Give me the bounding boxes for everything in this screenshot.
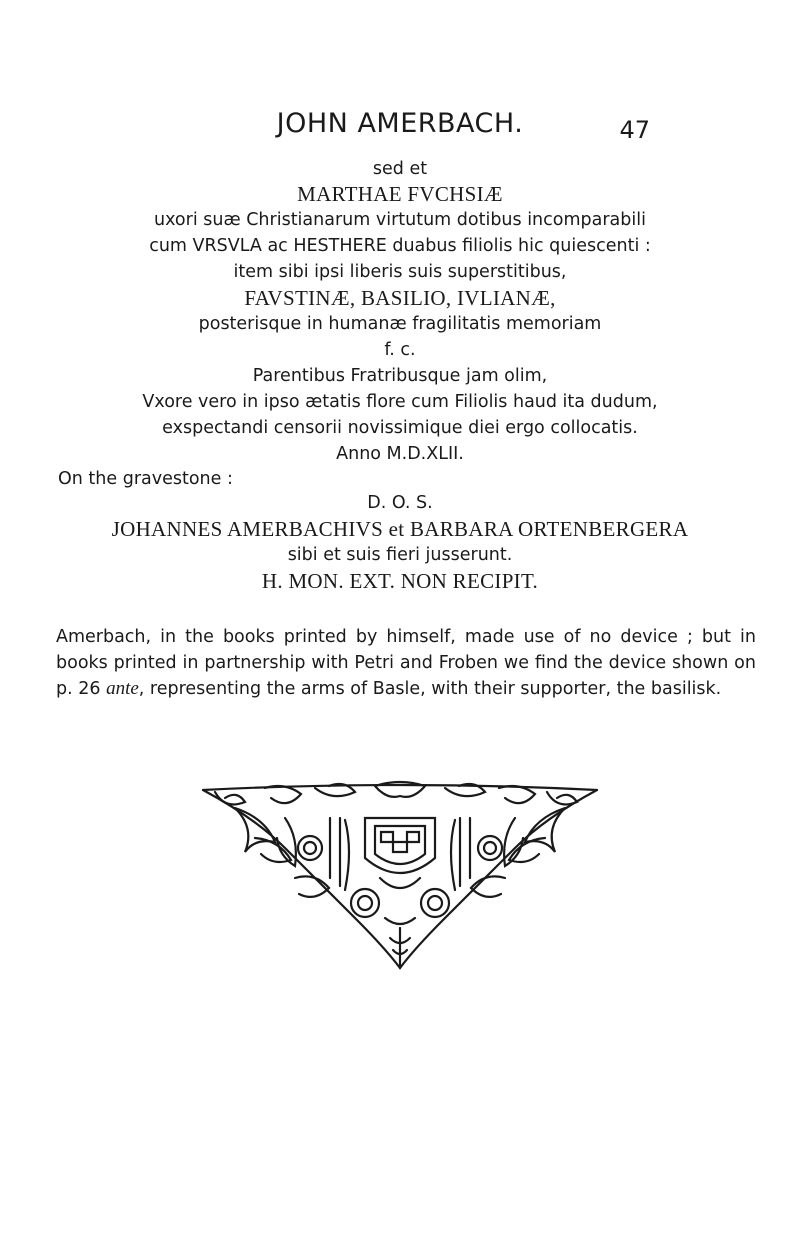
gravestone-line: H. MON. EXT. NON RECIPIT. [261, 569, 539, 593]
inscription-line: uxori suæ Christianarum virtutum dotibus incomparabili [154, 210, 646, 230]
paragraph-text-end: , representing the arms of Basle, with their supporter, the basilisk. [138, 679, 722, 699]
inscription-line: MARTHAE FVCHSIÆ [297, 182, 503, 206]
body-paragraph [56, 624, 756, 702]
inscription-line: FAVSTINÆ, BASILIO, IVLIANÆ, [244, 286, 556, 310]
paragraph-italic: ante [106, 678, 139, 699]
page-header [0, 108, 800, 148]
inscription-line: item sibi ipsi liberis suis superstitibus, [233, 262, 567, 282]
gravestone-line: D. O. S. [367, 493, 433, 513]
gravestone-line: sibi et suis fieri jusserunt. [287, 545, 513, 565]
gravestone-label: On the gravestone : [58, 469, 233, 489]
inscription-line: exspectandi censorii novissimique diei ergo collocatis. [162, 418, 638, 438]
page-number: 47 [619, 116, 650, 144]
running-title: JOHN AMERBACH. [276, 108, 524, 139]
inscription-line: cum VRSVLA ac HESTHERE duabus filiolis hic quiescenti : [149, 236, 651, 256]
inscription-line: sed et [372, 159, 428, 179]
inscription-line: posterisque in humanæ fragilitatis memoriam [198, 314, 602, 334]
gravestone-line: JOHANNES AMERBACHIVS et BARBARA ORTENBERGERA [111, 517, 689, 541]
ornamental-tailpiece-icon [195, 778, 605, 973]
inscription-line: Anno M.D.XLII. [336, 444, 464, 464]
inscription-line: Parentibus Fratribusque jam olim, [252, 366, 548, 386]
inscription-line: Vxore vero in ipso ætatis flore cum Filiolis haud ita dudum, [142, 392, 658, 412]
paragraph-text: Amerbach, in the books printed by himself, made use of no device ; but in books printed in partnership with Petri and Froben we find the device shown on p. 26 [56, 627, 756, 699]
inscription-line: f. c. [384, 340, 416, 360]
